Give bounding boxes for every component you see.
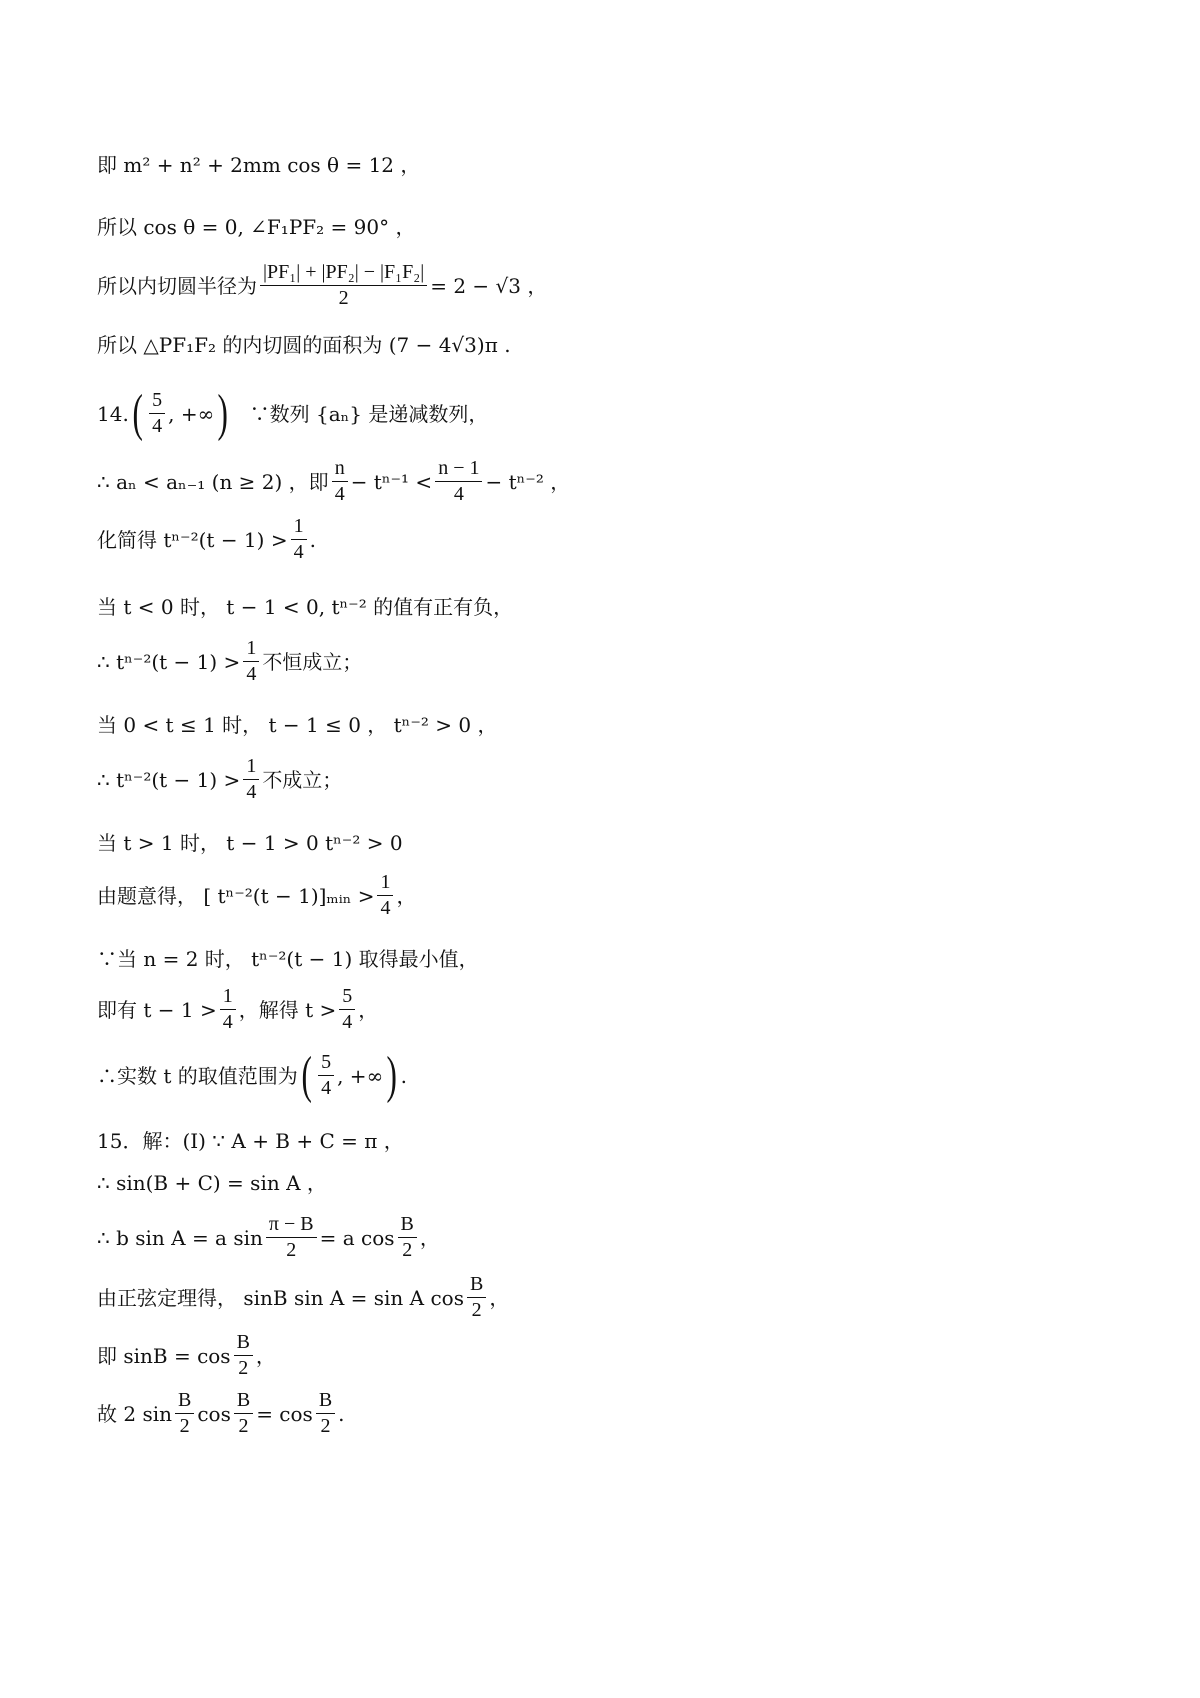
line-21 [97,1330,276,1381]
text: 当 0 < t ≤ 1 时， t − 1 ≤ 0 ， tⁿ⁻² > 0 ， [97,713,498,737]
numerator: 1 [377,870,393,896]
text: ∴ tⁿ⁻²(t − 1) > [97,767,241,792]
text: 即 m² + n² + 2mm cos θ = 12 ， [97,153,421,177]
denominator: 2 [286,1239,297,1261]
numerator: 5 [149,388,165,414]
text: 即 sinB = cos [97,1343,231,1368]
text: ，解得 t > [238,997,337,1022]
line-18 [97,1170,327,1196]
numerator: 5 [339,984,355,1010]
numerator: B [467,1272,486,1298]
text: ∴ sin(B + C) = sin A ， [97,1171,327,1195]
numerator: B [175,1388,194,1414]
fraction [149,388,165,439]
text: ， [396,883,417,908]
text: 所以内切圆半径为 [97,273,257,298]
text: . [400,1063,407,1088]
numerator: B [234,1330,253,1356]
text: 即有 t − 1 > [97,997,217,1022]
line-5 [97,384,489,442]
line-11 [97,754,342,805]
fraction [332,456,348,507]
numerator: 1 [291,514,307,540]
fraction [435,456,482,507]
denominator: 2 [402,1239,413,1261]
text: 不恒成立； [262,649,363,674]
text: 15．解：(Ⅰ) ∵ A + B + C = π ， [97,1129,404,1153]
line-15 [97,984,378,1035]
text: ∵数列 {aₙ} 是递减数列， [249,401,489,426]
line-17 [97,1128,404,1154]
left-paren: ( [132,384,143,442]
numerator: π − B [266,1212,317,1238]
text: ∴ b sin A = a sin [97,1225,263,1250]
denominator: 4 [453,483,464,505]
left-paren: ( [301,1046,312,1104]
denominator: 2 [320,1415,331,1437]
fraction [234,1388,253,1439]
fraction [243,754,259,805]
text: − tⁿ⁻² ， [485,469,571,494]
denominator: 2 [338,287,349,309]
text: = 2 − √3 ， [430,273,548,298]
text: 当 t < 0 时， t − 1 < 0, tⁿ⁻² 的值有正有负， [97,595,514,619]
line-7 [97,514,316,565]
text: 所以 cos θ = 0, ∠F₁PF₂ = 90° ， [97,215,416,239]
numerator: 1 [243,636,259,662]
text: 由正弦定理得， sinB sin A = sin A cos [97,1285,464,1310]
text: ， [489,1285,510,1310]
text: = cos [256,1401,313,1426]
fraction [291,514,307,565]
text: ∴实数 t 的取值范围为 [97,1063,298,1088]
numerator: 1 [243,754,259,780]
line-22 [97,1388,345,1439]
text: 当 t > 1 时， t − 1 > 0 tⁿ⁻² > 0 [97,831,403,855]
fraction [243,636,259,687]
denominator: 4 [246,781,257,803]
fraction [398,1212,417,1263]
line-4 [97,332,511,358]
denominator: 4 [342,1011,353,1033]
text: 不成立； [262,767,343,792]
numerator: n [332,456,348,482]
line-2 [97,214,415,240]
numerator: 1 [220,984,236,1010]
line-9 [97,636,362,687]
fraction [377,870,393,921]
text: ， [255,1343,276,1368]
fraction [318,1050,334,1101]
text: 故 2 sin [97,1401,172,1426]
line-12 [97,830,403,856]
text: 由题意得， [ tⁿ⁻²(t − 1)]ₘᵢₙ > [97,883,375,908]
line-20 [97,1272,509,1323]
denominator: 2 [238,1357,249,1379]
right-paren: ) [217,384,229,442]
text: 化简得 tⁿ⁻²(t − 1) > [97,527,288,552]
line-13 [97,870,416,921]
text: 14. [97,401,129,426]
line-3 [97,260,547,311]
line-10 [97,712,497,738]
fraction [175,1388,194,1439]
denominator: 4 [293,541,304,563]
fraction [234,1330,253,1381]
numerator: B [316,1388,335,1414]
text: ， [419,1225,440,1250]
numerator: |PF₁| + |PF₂| − |F₁F₂| [260,260,427,286]
numerator: B [398,1212,417,1238]
denominator: 4 [380,897,391,919]
denominator: 4 [334,483,345,505]
fraction [339,984,355,1035]
numerator: 5 [318,1050,334,1076]
denominator: 4 [246,663,257,685]
text: ∴ aₙ < aₙ₋₁ (n ≥ 2) ，即 [97,469,329,494]
denominator: 4 [222,1011,233,1033]
right-paren: ) [386,1046,398,1104]
denominator: 4 [321,1077,332,1099]
fraction [220,984,236,1035]
text: 所以 △PF₁F₂ 的内切圆的面积为 (7 − 4√3)π . [97,333,511,357]
fraction [467,1272,486,1323]
numerator: n − 1 [435,456,482,482]
line-6 [97,456,570,507]
text: ， [358,997,379,1022]
fraction [266,1212,317,1263]
denominator: 2 [179,1415,190,1437]
denominator: 2 [238,1415,249,1437]
text: , +∞ [337,1063,384,1088]
fraction [316,1388,335,1439]
numerator: B [234,1388,253,1414]
text: ∴ tⁿ⁻²(t − 1) > [97,649,241,674]
line-19 [97,1212,440,1263]
line-8 [97,594,513,620]
text: . [309,527,316,552]
fraction [260,260,427,311]
line-16 [97,1046,407,1104]
text: − tⁿ⁻¹ < [350,469,433,494]
denominator: 4 [152,415,163,437]
text: cos [197,1401,231,1426]
text: , +∞ [168,401,215,426]
text: ∵当 n = 2 时， tⁿ⁻²(t − 1) 取得最小值， [97,947,479,971]
text: . [338,1401,345,1426]
denominator: 2 [471,1299,482,1321]
line-14 [97,946,479,972]
text: = a cos [319,1225,395,1250]
line-1 [97,152,420,178]
